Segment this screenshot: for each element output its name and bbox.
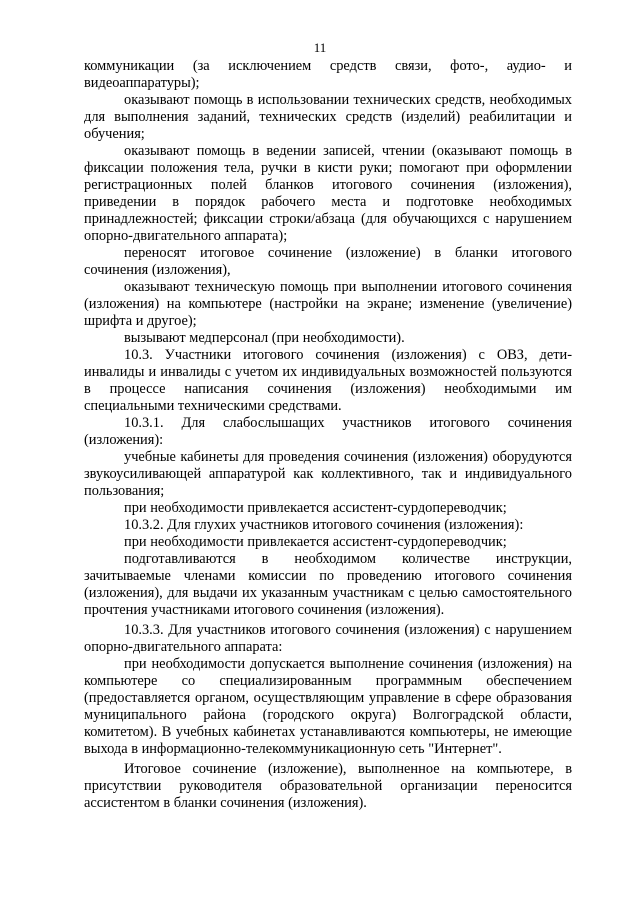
paragraph: оказывают помощь в ведении записей, чтении (оказывают помощь в фиксации положения тела, ручки в кисти руки; помогают при оформлении регистрационных полей бланков итогового сочинения (изложения), приведении в порядок рабочего места и подготовке необходимых принадлежностей; фиксации строки/абзаца (для обучающихся с нарушением опорно-двигательного аппарата); [84,143,572,244]
section-heading-10-3-1: 10.3.1. Для слабослышащих участников итогового сочинения (изложения): [84,415,572,448]
paragraph: вызывают медперсонал (при необходимости). [124,330,405,346]
paragraph: при необходимости допускается выполнение сочинения (изложения) на компьютере со специализированным программным обеспечением (предоставляется органом, осуществляющим управление в сфере образования муниципального района (городского округа) Волгоградской области, комитетом). В учебных кабинетах устанавливаются компьютеры, не имеющие выхода в информационно-телекоммуникационную сеть "Интернет". [84,656,572,757]
paragraph: учебные кабинеты для проведения сочинения (изложения) оборудуются звукоусиливающей аппаратурой как коллективного, так и индивидуального пользования; [84,449,572,499]
document-body [84,58,572,812]
page-number: 11 [313,40,327,55]
paragraph: переносят итоговое сочинение (изложение) в бланки итогового сочинения (изложения), [84,245,572,278]
section-heading-10-3-2: 10.3.2. Для глухих участников итогового сочинения (изложения): [124,517,524,533]
paragraph: подготавливаются в необходимом количестве инструкции, зачитываемые членами комиссии по проведению итогового сочинения (изложения), для выдачи их указанным участникам с целью самостоятельного прочтения участниками итогового сочинения (изложения). [84,551,572,618]
section-paragraph-10-3: 10.3. Участники итогового сочинения (изложения) с ОВЗ, дети-инвалиды и инвалиды с учетом их индивидуальных возможностей пользуются в процессе написания сочинения (изложения) необходимыми им специальными техническими средствами. [84,347,572,414]
paragraph: при необходимости привлекается ассистент-сурдопереводчик; [124,500,507,516]
paragraph: Итоговое сочинение (изложение), выполненное на компьютере, в присутствии руководителя образовательной организации переносится ассистентом в бланки сочинения (изложения). [84,761,572,811]
paragraph: оказывают техническую помощь при выполнении итогового сочинения (изложения) на компьютере (настройки на экране; изменение (увеличение) шрифта и другое); [84,279,572,329]
paragraph-continuation: коммуникации (за исключением средств связи, фото-, аудио- и видеоаппаратуры); [84,58,572,91]
paragraph: оказывают помощь в использовании технических средств, необходимых для выполнения заданий, технических средств (изделий) реабилитации и обучения; [84,92,572,142]
paragraph: при необходимости привлекается ассистент-сурдопереводчик; [124,534,507,550]
section-heading-10-3-3: 10.3.3. Для участников итогового сочинения (изложения) с нарушением опорно-двигательного аппарата: [84,622,572,655]
